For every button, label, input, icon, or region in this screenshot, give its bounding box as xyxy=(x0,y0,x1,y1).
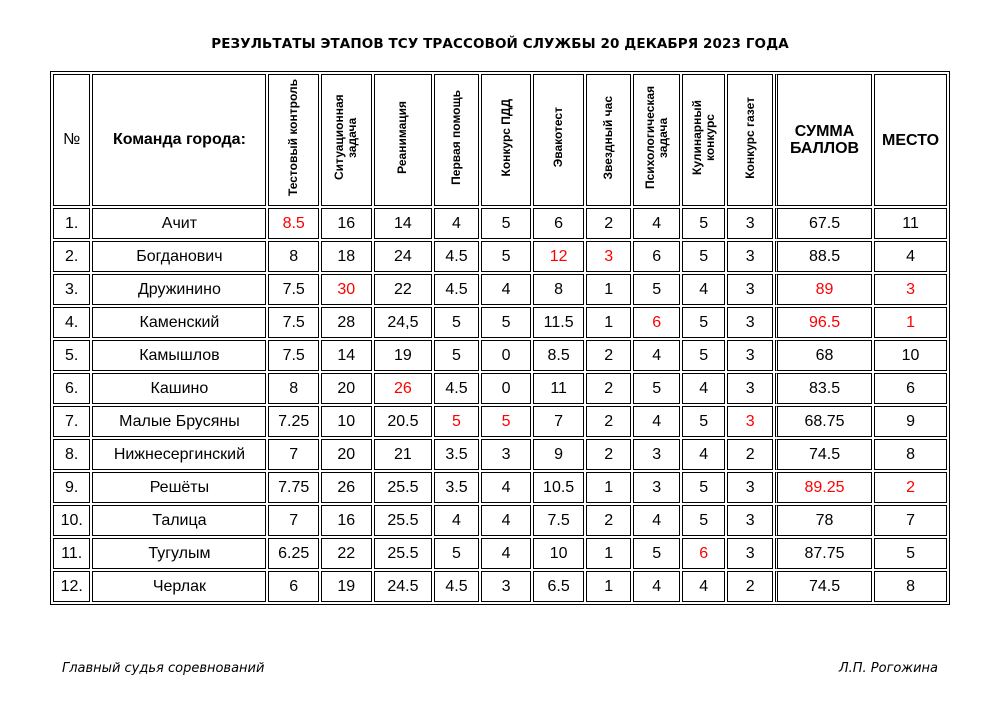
test-control-score: 7 xyxy=(268,439,319,470)
traffic-rules-score: 4 xyxy=(481,505,532,536)
star-hour-score: 2 xyxy=(586,439,632,470)
situational-task-score: 10 xyxy=(321,406,372,437)
evacuation-test-score: 7 xyxy=(533,406,584,437)
row-number: 5. xyxy=(53,340,90,371)
total-score: 96.5 xyxy=(775,307,872,338)
situational-task-score: 14 xyxy=(321,340,372,371)
resuscitation-score: 25.5 xyxy=(374,505,433,536)
test-control-score: 6 xyxy=(268,571,319,602)
place: 2 xyxy=(874,472,947,503)
evacuation-test-score: 8 xyxy=(533,274,584,305)
test-control-score: 8 xyxy=(268,241,319,272)
first-aid-score: 3.5 xyxy=(434,472,479,503)
test-control-score: 7.5 xyxy=(268,307,319,338)
newspaper-contest-score: 3 xyxy=(727,505,773,536)
situational-task-score: 28 xyxy=(321,307,372,338)
evacuation-test-score: 7.5 xyxy=(533,505,584,536)
total-score: 87.75 xyxy=(775,538,872,569)
situational-task-score: 20 xyxy=(321,373,372,404)
place: 8 xyxy=(874,439,947,470)
traffic-rules-score: 5 xyxy=(481,406,532,437)
traffic-rules-score: 5 xyxy=(481,241,532,272)
newspaper-contest-score: 3 xyxy=(727,472,773,503)
psychological-task-score: 3 xyxy=(633,439,680,470)
page-title: РЕЗУЛЬТАТЫ ЭТАПОВ ТСУ ТРАССОВОЙ СЛУЖБЫ 20 ДЕКАБРЯ 2023 ГОДА xyxy=(211,36,789,52)
evacuation-test-score: 12 xyxy=(533,241,584,272)
header-total-score: СУММА БАЛЛОВ xyxy=(775,74,872,206)
total-score: 68 xyxy=(775,340,872,371)
culinary-contest-score: 5 xyxy=(682,472,726,503)
chief-judge-name: Л.П. Рогожина xyxy=(838,661,938,676)
test-control-score: 7 xyxy=(268,505,319,536)
header-situational-task: Ситуационная задача xyxy=(321,74,372,206)
place: 8 xyxy=(874,571,947,602)
situational-task-score: 20 xyxy=(321,439,372,470)
team-name: Камышлов xyxy=(92,340,266,371)
results-table xyxy=(50,71,950,605)
place: 11 xyxy=(874,208,947,239)
psychological-task-score: 4 xyxy=(633,340,680,371)
team-name: Дружинино xyxy=(92,274,266,305)
evacuation-test-score: 10 xyxy=(533,538,584,569)
row-number: 6. xyxy=(53,373,90,404)
traffic-rules-score: 0 xyxy=(481,340,532,371)
star-hour-score: 1 xyxy=(586,538,632,569)
psychological-task-score: 5 xyxy=(633,274,680,305)
table-row xyxy=(53,505,947,536)
resuscitation-score: 24.5 xyxy=(374,571,433,602)
header-newspaper-contest: Конкурс газет xyxy=(727,74,773,206)
row-number: 9. xyxy=(53,472,90,503)
resuscitation-score: 21 xyxy=(374,439,433,470)
newspaper-contest-score: 2 xyxy=(727,439,773,470)
table-row xyxy=(53,274,947,305)
team-name: Малые Брусяны xyxy=(92,406,266,437)
psychological-task-score: 4 xyxy=(633,406,680,437)
header-row xyxy=(53,74,947,206)
row-number: 4. xyxy=(53,307,90,338)
first-aid-score: 5 xyxy=(434,340,479,371)
team-name: Кашино xyxy=(92,373,266,404)
culinary-contest-score: 4 xyxy=(682,439,726,470)
table-row xyxy=(53,406,947,437)
traffic-rules-score: 3 xyxy=(481,571,532,602)
place: 10 xyxy=(874,340,947,371)
psychological-task-score: 6 xyxy=(633,307,680,338)
row-number: 10. xyxy=(53,505,90,536)
culinary-contest-score: 4 xyxy=(682,274,726,305)
star-hour-score: 3 xyxy=(586,241,632,272)
header-place: МЕСТО xyxy=(874,74,947,206)
table-row xyxy=(53,307,947,338)
culinary-contest-score: 6 xyxy=(682,538,726,569)
star-hour-score: 2 xyxy=(586,505,632,536)
psychological-task-score: 4 xyxy=(633,571,680,602)
total-score: 89 xyxy=(775,274,872,305)
evacuation-test-score: 11 xyxy=(533,373,584,404)
culinary-contest-score: 5 xyxy=(682,340,726,371)
newspaper-contest-score: 3 xyxy=(727,208,773,239)
first-aid-score: 4 xyxy=(434,208,479,239)
table-row xyxy=(53,472,947,503)
header-traffic-rules: Конкурс ПДД xyxy=(481,74,532,206)
resuscitation-score: 22 xyxy=(374,274,433,305)
newspaper-contest-score: 3 xyxy=(727,538,773,569)
resuscitation-score: 14 xyxy=(374,208,433,239)
team-name: Талица xyxy=(92,505,266,536)
first-aid-score: 4.5 xyxy=(434,241,479,272)
psychological-task-score: 3 xyxy=(633,472,680,503)
table-row xyxy=(53,340,947,371)
resuscitation-score: 26 xyxy=(374,373,433,404)
team-name: Нижнесергинский xyxy=(92,439,266,470)
total-score: 68.75 xyxy=(775,406,872,437)
culinary-contest-score: 5 xyxy=(682,208,726,239)
situational-task-score: 18 xyxy=(321,241,372,272)
total-score: 88.5 xyxy=(775,241,872,272)
first-aid-score: 3.5 xyxy=(434,439,479,470)
first-aid-score: 4 xyxy=(434,505,479,536)
culinary-contest-score: 5 xyxy=(682,505,726,536)
total-score: 89.25 xyxy=(775,472,872,503)
table-row xyxy=(53,241,947,272)
resuscitation-score: 24,5 xyxy=(374,307,433,338)
table-row xyxy=(53,208,947,239)
psychological-task-score: 4 xyxy=(633,208,680,239)
header-test-control: Тестовый контроль xyxy=(268,74,319,206)
header-culinary-contest: Кулинарный конкурс xyxy=(682,74,726,206)
culinary-contest-score: 4 xyxy=(682,373,726,404)
traffic-rules-score: 4 xyxy=(481,538,532,569)
total-score: 67.5 xyxy=(775,208,872,239)
first-aid-score: 4.5 xyxy=(434,571,479,602)
total-score: 78 xyxy=(775,505,872,536)
star-hour-score: 2 xyxy=(586,373,632,404)
total-score: 74.5 xyxy=(775,571,872,602)
team-name: Решёты xyxy=(92,472,266,503)
evacuation-test-score: 6 xyxy=(533,208,584,239)
place: 3 xyxy=(874,274,947,305)
evacuation-test-score: 9 xyxy=(533,439,584,470)
row-number: 1. xyxy=(53,208,90,239)
first-aid-score: 4.5 xyxy=(434,274,479,305)
test-control-score: 7.25 xyxy=(268,406,319,437)
evacuation-test-score: 10.5 xyxy=(533,472,584,503)
newspaper-contest-score: 2 xyxy=(727,571,773,602)
test-control-score: 7.75 xyxy=(268,472,319,503)
test-control-score: 7.5 xyxy=(268,340,319,371)
row-number: 3. xyxy=(53,274,90,305)
resuscitation-score: 24 xyxy=(374,241,433,272)
newspaper-contest-score: 3 xyxy=(727,274,773,305)
traffic-rules-score: 0 xyxy=(481,373,532,404)
newspaper-contest-score: 3 xyxy=(727,373,773,404)
test-control-score: 8 xyxy=(268,373,319,404)
situational-task-score: 30 xyxy=(321,274,372,305)
team-name: Черлак xyxy=(92,571,266,602)
evacuation-test-score: 11.5 xyxy=(533,307,584,338)
test-control-score: 6.25 xyxy=(268,538,319,569)
place: 1 xyxy=(874,307,947,338)
newspaper-contest-score: 3 xyxy=(727,241,773,272)
star-hour-score: 1 xyxy=(586,472,632,503)
row-number: 12. xyxy=(53,571,90,602)
culinary-contest-score: 4 xyxy=(682,571,726,602)
test-control-score: 7.5 xyxy=(268,274,319,305)
resuscitation-score: 19 xyxy=(374,340,433,371)
place: 6 xyxy=(874,373,947,404)
culinary-contest-score: 5 xyxy=(682,307,726,338)
team-name: Ачит xyxy=(92,208,266,239)
header-first-aid: Первая помощь xyxy=(434,74,479,206)
header-resuscitation: Реанимация xyxy=(374,74,433,206)
first-aid-score: 4.5 xyxy=(434,373,479,404)
culinary-contest-score: 5 xyxy=(682,406,726,437)
header-team: Команда города: xyxy=(92,74,266,206)
evacuation-test-score: 6.5 xyxy=(533,571,584,602)
place: 9 xyxy=(874,406,947,437)
table-row xyxy=(53,571,947,602)
newspaper-contest-score: 3 xyxy=(727,340,773,371)
psychological-task-score: 5 xyxy=(633,373,680,404)
traffic-rules-score: 3 xyxy=(481,439,532,470)
table-row xyxy=(53,373,947,404)
row-number: 11. xyxy=(53,538,90,569)
resuscitation-score: 20.5 xyxy=(374,406,433,437)
header-star-hour: Звездный час xyxy=(586,74,632,206)
newspaper-contest-score: 3 xyxy=(727,406,773,437)
first-aid-score: 5 xyxy=(434,307,479,338)
test-control-score: 8.5 xyxy=(268,208,319,239)
header-num: № xyxy=(53,74,90,206)
place: 4 xyxy=(874,241,947,272)
star-hour-score: 2 xyxy=(586,340,632,371)
situational-task-score: 19 xyxy=(321,571,372,602)
team-name: Тугулым xyxy=(92,538,266,569)
place: 5 xyxy=(874,538,947,569)
team-name: Каменский xyxy=(92,307,266,338)
star-hour-score: 1 xyxy=(586,274,632,305)
traffic-rules-score: 4 xyxy=(481,274,532,305)
psychological-task-score: 6 xyxy=(633,241,680,272)
star-hour-score: 1 xyxy=(586,571,632,602)
row-number: 7. xyxy=(53,406,90,437)
place: 7 xyxy=(874,505,947,536)
evacuation-test-score: 8.5 xyxy=(533,340,584,371)
resuscitation-score: 25.5 xyxy=(374,538,433,569)
chief-judge-label: Главный судья соревнований xyxy=(62,661,265,676)
table-row xyxy=(53,538,947,569)
star-hour-score: 2 xyxy=(586,208,632,239)
table-row xyxy=(53,439,947,470)
culinary-contest-score: 5 xyxy=(682,241,726,272)
traffic-rules-score: 4 xyxy=(481,472,532,503)
situational-task-score: 22 xyxy=(321,538,372,569)
star-hour-score: 2 xyxy=(586,406,632,437)
psychological-task-score: 4 xyxy=(633,505,680,536)
situational-task-score: 16 xyxy=(321,505,372,536)
header-psychological-task: Психологическая задача xyxy=(633,74,680,206)
team-name: Богданович xyxy=(92,241,266,272)
psychological-task-score: 5 xyxy=(633,538,680,569)
situational-task-score: 16 xyxy=(321,208,372,239)
total-score: 74.5 xyxy=(775,439,872,470)
traffic-rules-score: 5 xyxy=(481,208,532,239)
first-aid-score: 5 xyxy=(434,538,479,569)
situational-task-score: 26 xyxy=(321,472,372,503)
header-evacuation-test: Эвакотест xyxy=(533,74,584,206)
first-aid-score: 5 xyxy=(434,406,479,437)
traffic-rules-score: 5 xyxy=(481,307,532,338)
newspaper-contest-score: 3 xyxy=(727,307,773,338)
total-score: 83.5 xyxy=(775,373,872,404)
row-number: 2. xyxy=(53,241,90,272)
resuscitation-score: 25.5 xyxy=(374,472,433,503)
row-number: 8. xyxy=(53,439,90,470)
star-hour-score: 1 xyxy=(586,307,632,338)
